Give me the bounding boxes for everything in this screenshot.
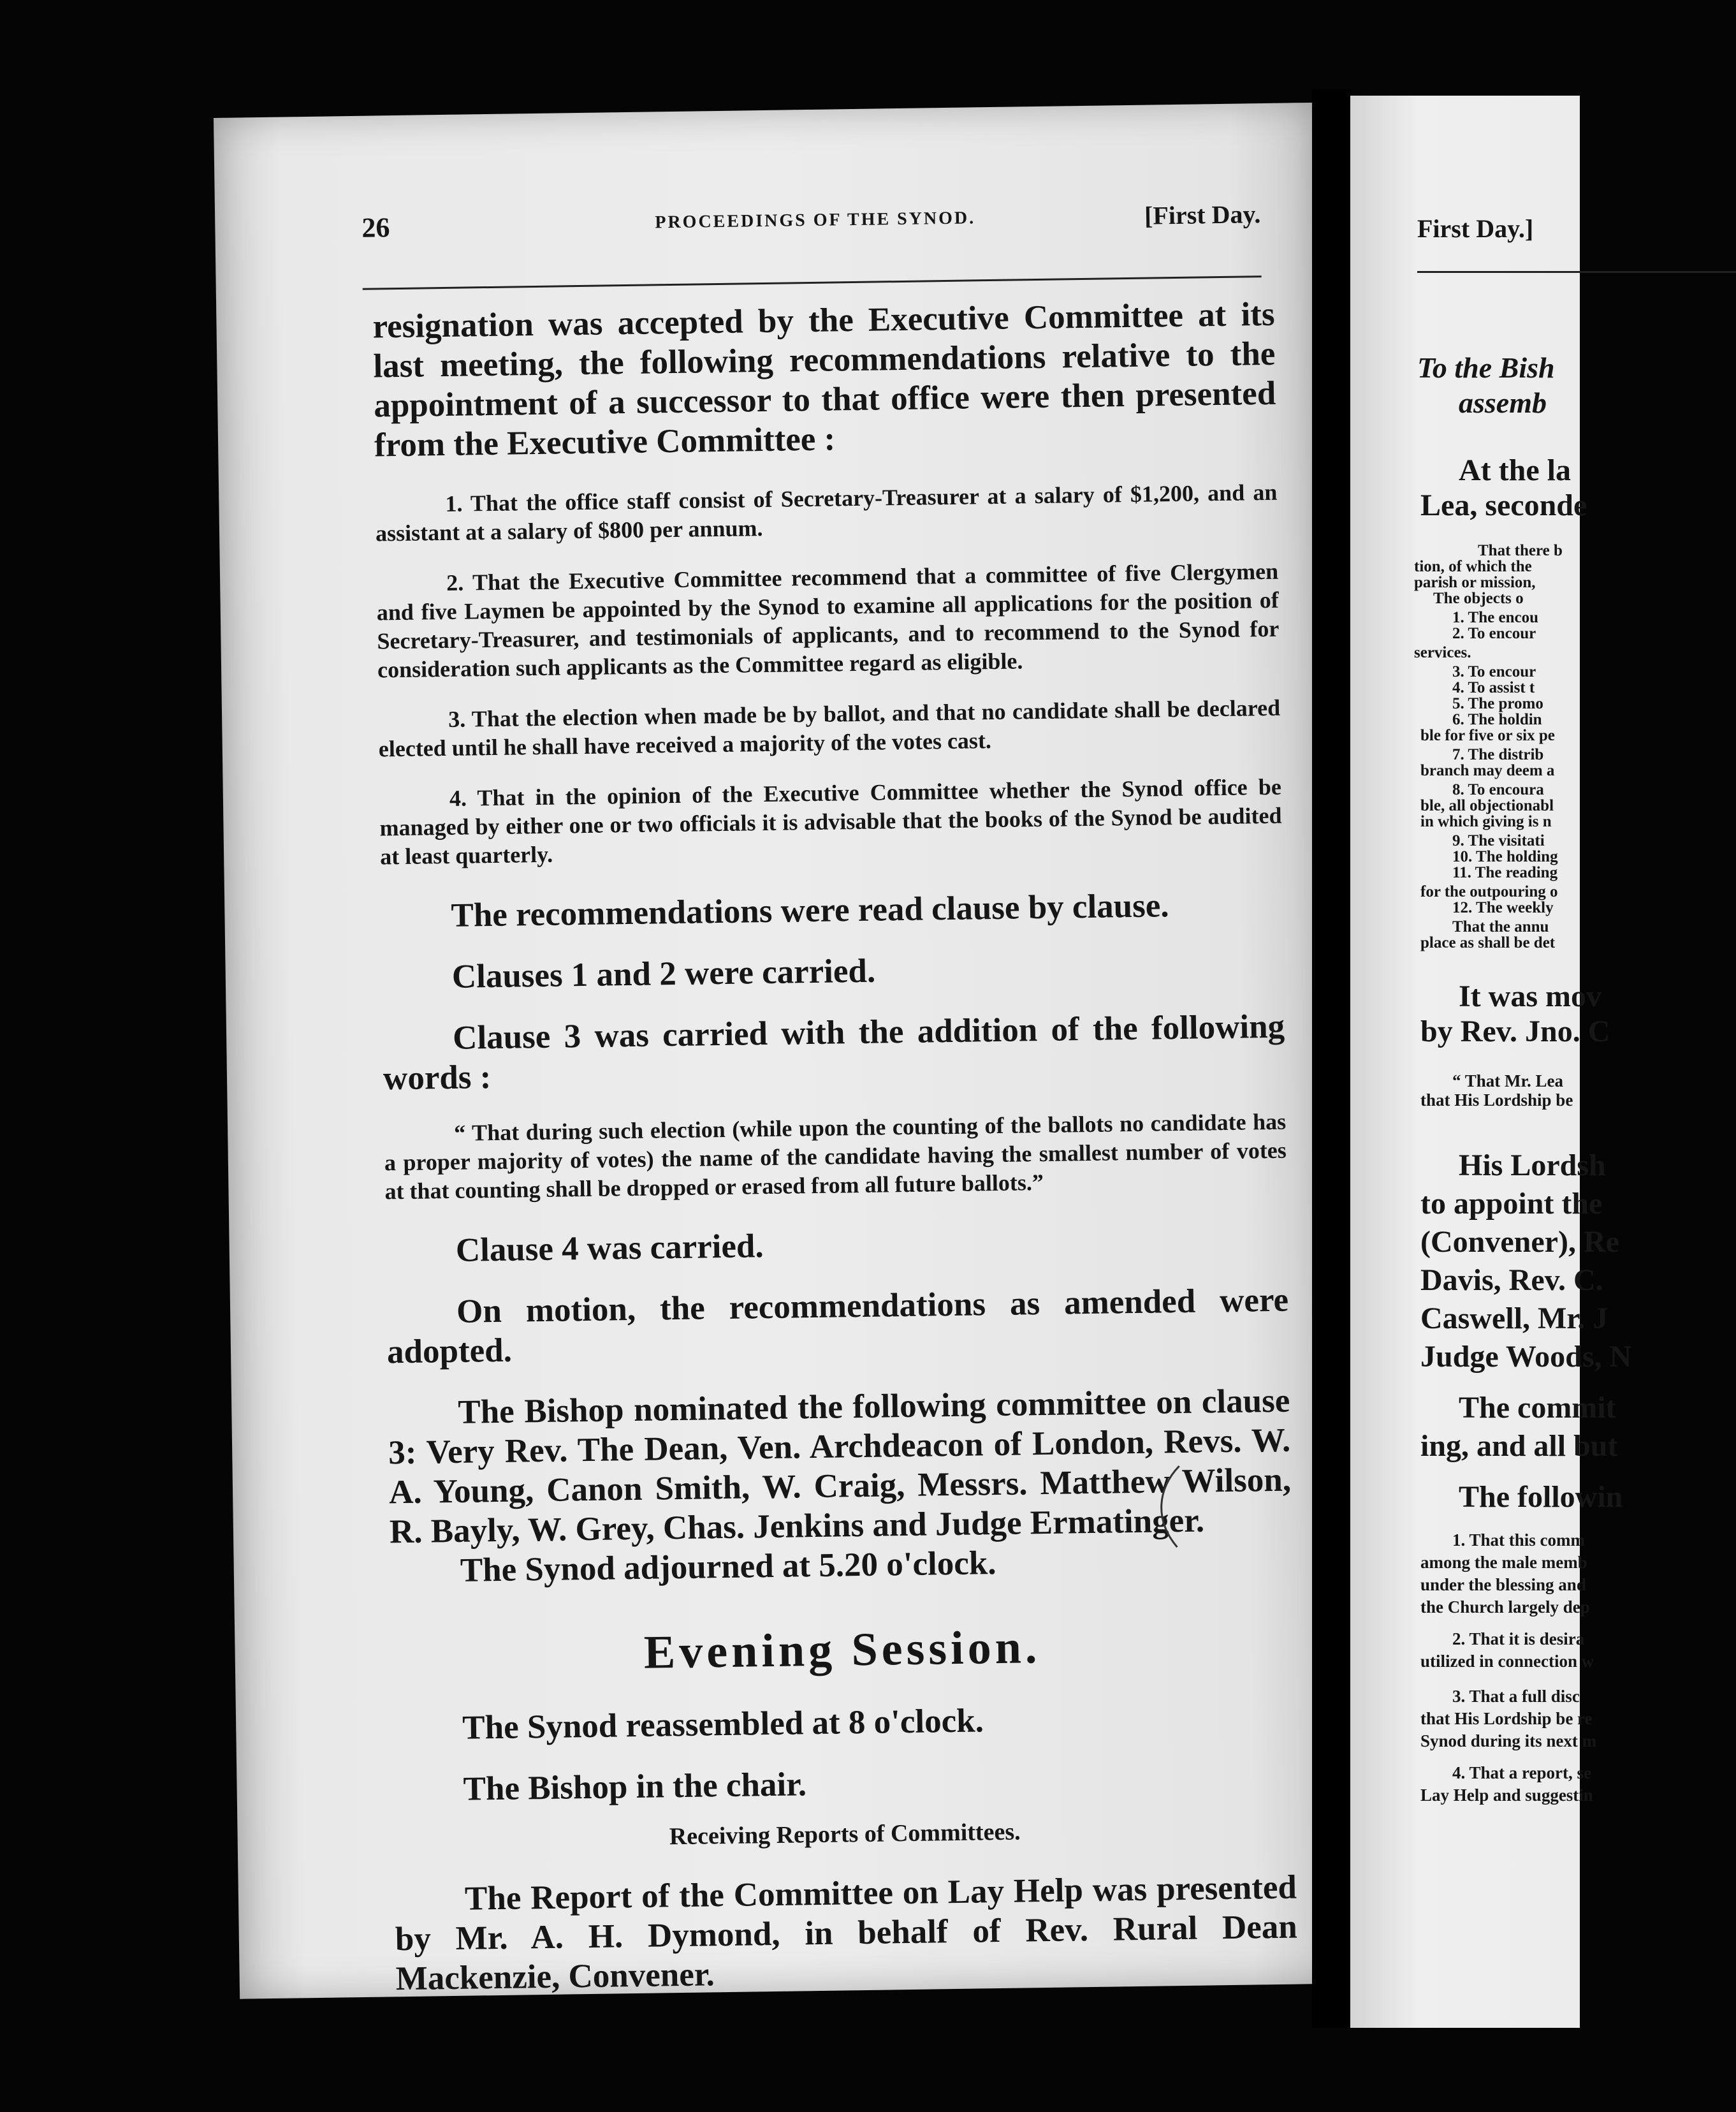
right-page <box>1350 96 1632 2028</box>
right-page-line: Caswell, Mr. J <box>1420 1302 1608 1335</box>
header-rule <box>363 275 1262 290</box>
right-page-line: ble, all objectionabl <box>1420 797 1554 814</box>
adjourned-paragraph: The Synod adjourned at 5.20 o'clock. <box>460 1544 996 1589</box>
recommendation-1: 1. That the office staff consist of Secretary-Treasurer at a salary of $1,200, and an assistant at a salary of $800 per annum. <box>375 479 1278 546</box>
recommendation-4: 4. That in the opinion of the Executive Committee whether the Synod office be managed by either one or two officials it is advisable that the books of the Synod be audited at least quarterly. <box>379 774 1282 870</box>
right-page-line: 6. The holdin <box>1452 711 1542 728</box>
running-head: PROCEEDINGS OF THE SYNOD. <box>655 208 976 233</box>
nomination-paragraph: The Bishop nominated the following committee on clause 3: Very Rev. The Dean, Ven. Archdeacon of London, Revs. W. A. Young, Canon Smith, W. Craig, Messrs. Matthew Wilson, R. Bayly, W. Grey, Chas. Jenkins and Judge Ermatinger. <box>388 1382 1292 1551</box>
right-page-line: tion, of which the <box>1414 558 1532 575</box>
right-page-line: Synod during its next m <box>1420 1731 1597 1750</box>
right-header-rule <box>1417 271 1736 273</box>
pencil-mark <box>1151 1463 1190 1553</box>
right-page-line: That the annu <box>1452 918 1549 935</box>
right-page-line: The followin <box>1459 1480 1623 1514</box>
right-page-line: At the la <box>1459 453 1571 487</box>
right-page-line: (Convener), Re <box>1420 1225 1619 1259</box>
right-page-line: branch may deem a <box>1420 762 1555 779</box>
right-page-line: 4. That a report, se <box>1452 1763 1591 1782</box>
right-page-line: in which giving is n <box>1420 813 1552 830</box>
right-page-line: ing, and all but <box>1420 1429 1618 1463</box>
right-page-line: Lay Help and suggestin <box>1420 1786 1593 1805</box>
quoted-addition: “ That during such election (while upon the counting of the ballots no candidate has a proper majority of votes) the name of the candidate having the smallest number of votes at that counting shall be dropped or erased from all future ballots.” <box>384 1108 1287 1205</box>
right-page-line: 10. The holding <box>1452 848 1558 865</box>
right-page-line: The objects o <box>1433 590 1524 607</box>
clause-4-paragraph: Clause 4 was carried. <box>455 1228 764 1269</box>
right-page-line: His Lordsh <box>1459 1148 1606 1182</box>
right-page-line: by Rev. Jno. C <box>1420 1015 1610 1048</box>
receiving-reports-heading: Receiving Reports of Committees. <box>669 1818 1021 1851</box>
recommendation-3: 3. That the election when made be by ballot, and that no candidate shall be declared elected until he shall have received a majority of the votes cast. <box>378 694 1281 762</box>
right-page-line: to appoint the <box>1420 1187 1603 1221</box>
right-page-line: 4. To assist t <box>1452 679 1535 696</box>
page-body <box>372 295 1298 1998</box>
right-page-line: 2. That it is desira <box>1452 1629 1585 1648</box>
motion-paragraph: On motion, the recommendations as amended were adopted. <box>386 1281 1289 1371</box>
right-page-line: 11. The reading <box>1452 864 1558 881</box>
right-page-line: 2. To encour <box>1452 625 1536 642</box>
page-header <box>215 198 1318 252</box>
right-page-line: That there b <box>1478 542 1563 559</box>
right-page-line: 1. The encou <box>1452 609 1538 626</box>
read-clause-paragraph: The recommendations were read clause by clause. <box>451 887 1169 934</box>
clauses-1-2-paragraph: Clauses 1 and 2 were carried. <box>451 952 876 995</box>
right-page-line: among the male memb <box>1420 1553 1587 1572</box>
lay-help-paragraph: The Report of the Committee on Lay Help was presented by Mr. A. H. Dymond, in behalf of Rev. Rural Dean Mackenzie, Convener. <box>395 1868 1298 1998</box>
right-page-line: The commit <box>1459 1391 1616 1425</box>
left-page <box>214 103 1343 1999</box>
right-page-line: place as shall be det <box>1420 934 1556 951</box>
right-page-line: parish or mission, <box>1414 574 1536 591</box>
day-head: [First Day. <box>1144 200 1261 230</box>
right-page-line: for the outpouring o <box>1420 883 1558 900</box>
right-page-line: To the Bish <box>1417 351 1555 384</box>
right-page-line: that His Lordship be <box>1420 1090 1573 1110</box>
intro-paragraph: resignation was accepted by the Executive Committee at its last meeting, the following recommendations relative to the appointment of a successor to that office were then presented from the Executive Committee : <box>372 295 1276 464</box>
right-page-line: 5. The promo <box>1452 695 1543 712</box>
right-page-line: the Church largely dep <box>1420 1597 1590 1617</box>
right-page-line: Judge Woods, N <box>1420 1340 1632 1374</box>
right-page-line: assemb <box>1459 386 1547 419</box>
right-page-line: under the blessing and <box>1420 1575 1586 1594</box>
right-page-line: “ That Mr. Lea <box>1452 1071 1564 1090</box>
right-page-line: 3. To encour <box>1452 663 1536 680</box>
recommendation-2: 2. That the Executive Committee recommend that a committee of five Clergymen and five Laymen be appointed by the Synod to examine all applications for the position of Secretary-Treasurer, and testimonials of applicants, and to recommend to the Synod for consideration such applicants as the Committee regard as eligible. <box>376 558 1280 683</box>
right-page-line: utilized in connection w <box>1420 1652 1594 1671</box>
right-page-line: ble for five or six pe <box>1420 727 1555 744</box>
evening-session-title: Evening Session. <box>643 1621 1041 1679</box>
right-page-line: It was mov <box>1459 979 1601 1013</box>
right-day-head: First Day.] <box>1417 214 1534 243</box>
clause-3-paragraph: Clause 3 was carried with the addition of the following words : <box>383 1008 1285 1097</box>
right-page-line: Lea, seconde <box>1420 488 1587 522</box>
right-page-line: 8. To encoura <box>1452 781 1544 798</box>
right-page-line: 12. The weekly <box>1452 899 1554 916</box>
gutter <box>1312 89 1352 2028</box>
right-page-line: 3. That a full disc <box>1452 1687 1580 1706</box>
chair-paragraph: The Bishop in the chair. <box>463 1766 807 1808</box>
right-page-line: services. <box>1414 644 1471 661</box>
page-number: 26 <box>361 212 390 244</box>
reassembled-paragraph: The Synod reassembled at 8 o'clock. <box>462 1702 984 1747</box>
right-page-line: that His Lordship be re <box>1420 1709 1593 1728</box>
right-page-line: 7. The distrib <box>1452 746 1544 763</box>
right-page-line: 1. That this comm <box>1452 1530 1586 1550</box>
right-page-line: 9. The visitati <box>1452 832 1545 849</box>
right-page-line: Davis, Rev. C. <box>1420 1263 1603 1297</box>
